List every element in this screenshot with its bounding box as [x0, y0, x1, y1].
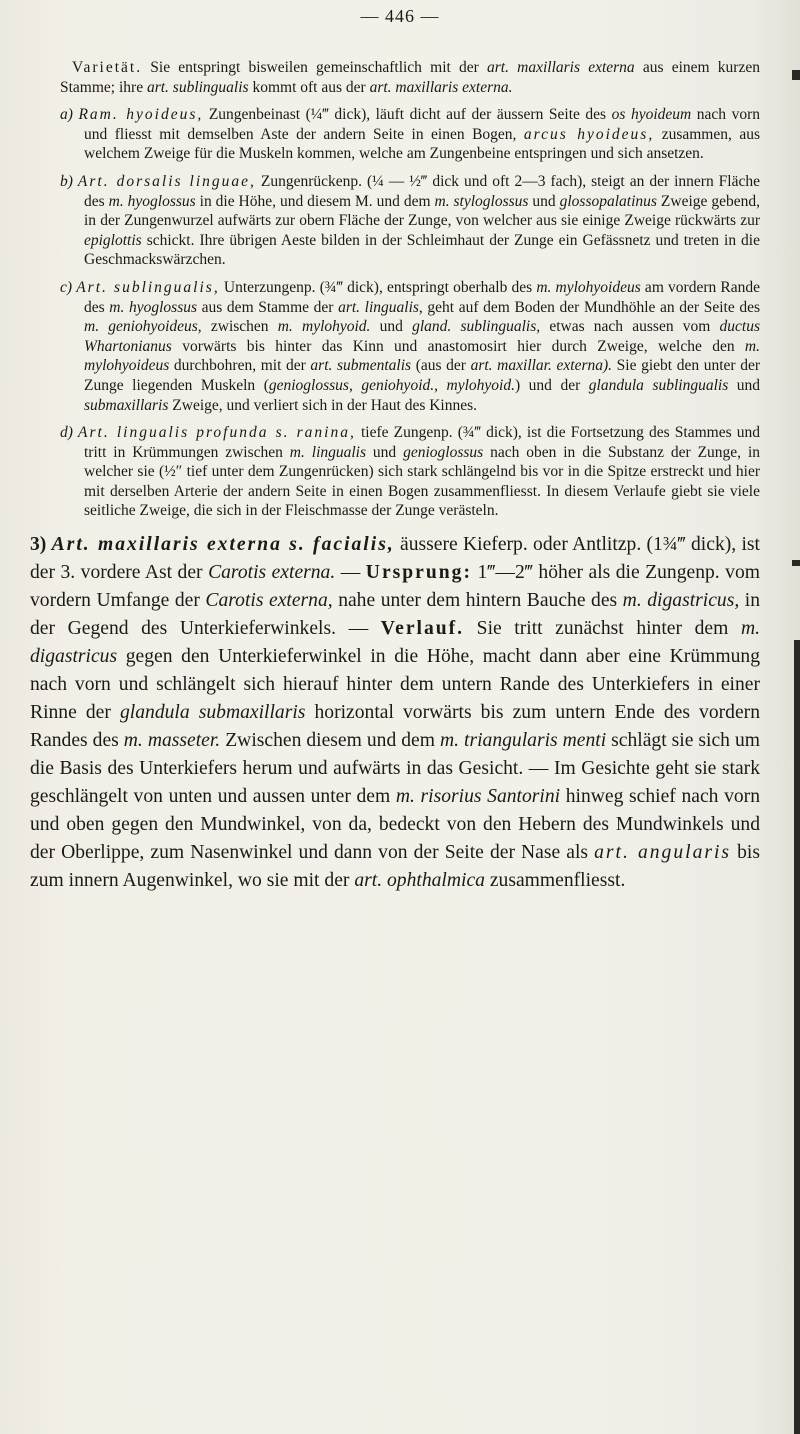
text: tiefe Zungenp. (¾‴ dick), ist die Fortsetzung des Stammes und tritt in Krümmungen zwischen: [84, 424, 761, 461]
term: art. angularis: [594, 842, 732, 864]
term: m. mylohyoid.: [277, 318, 371, 336]
term: submaxillaris: [84, 396, 169, 414]
text: und: [366, 443, 404, 461]
section-label: Ursprung:: [365, 562, 472, 584]
item-label: a): [60, 106, 73, 124]
text: Zwischen diesem und dem: [220, 730, 440, 752]
artery-name: Art. maxillaris externa s. facialis,: [51, 534, 395, 556]
term: Carotis externa,: [205, 590, 333, 612]
edge-mark: [792, 560, 800, 566]
term: genioglossus: [403, 443, 484, 461]
term: m. risorius Santorini: [395, 786, 561, 808]
text: aus dem Stamme der: [197, 298, 339, 316]
text: und: [370, 318, 413, 336]
page-content: [30, 58, 761, 895]
term: glandula sublingualis: [588, 376, 729, 394]
text: nach oben in die Substanz der Zunge, in welcher sie (½″ tief unter dem Zungenrücken) sich stark schlängelnd bis vor in die Spitze erstreckt und hier mit derselben Arterie der andern Seite in einen Bogen zusammenfliesst. In diesem Verlaufe giebt sie viele seitliche Zweige, die sich in der Fleischmasse der Zunge verästeln.: [84, 443, 761, 520]
term: m. lingualis: [289, 443, 367, 461]
text: , zwischen: [197, 318, 278, 336]
term: art. maxillar. externa).: [470, 357, 613, 375]
text: aus einem kurzen Stamme; ihre: [60, 59, 760, 96]
text: (aus der: [411, 357, 471, 375]
term: m. masseter.: [123, 730, 221, 752]
item-a: [60, 105, 760, 164]
text: in der Gegend des Unterkieferwinkels. —: [30, 590, 760, 640]
text: ) und der: [514, 376, 589, 394]
section-label: Verlauf.: [380, 618, 465, 640]
term: art. maxillaris externa: [486, 59, 635, 76]
page-number: — 446 —: [360, 6, 440, 26]
term: m. mylohyoideus: [84, 337, 760, 375]
term: art. sublingualis: [146, 78, 249, 96]
item-c: [60, 278, 760, 415]
term: art. submentalis: [310, 357, 412, 375]
term: gland. sublingualis,: [412, 318, 541, 336]
text: hinweg schief nach vorn und oben gegen den Mundwinkel, von da, bedeckt von den Hebern des Mundwinkels und der Oberlippe, zum Nasenwinkel und dann von der Seite der Nase als: [30, 786, 760, 864]
artery-name: Art. lingualis profunda s. ranina,: [78, 424, 356, 442]
item-label: c): [60, 278, 73, 296]
edge-mark: [794, 640, 800, 1434]
term: m. digastricus: [30, 618, 760, 668]
text: gegen den Unterkieferwinkel in die Höhe, macht dann aber eine Krümmung nach vorn und schlängelt sich hierauf hinter dem untern Rande des Unterkiefers in einer Rinne der: [30, 646, 760, 724]
term: arcus hyoideus,: [523, 125, 655, 143]
item-label: 3): [30, 534, 47, 556]
variety-heading: Varietät.: [72, 59, 143, 76]
term: os hyoideum: [611, 106, 692, 124]
text: vorwärts bis hinter das Kinn und anastomosirt hier durch Zweige, welche den: [171, 337, 745, 355]
text: und: [728, 376, 761, 394]
term: art. lingualis: [338, 298, 419, 316]
term: genioglossus, geniohyoid., mylohyoid.: [268, 376, 515, 394]
term: m. geniohyoideus: [84, 318, 198, 336]
term: m. mylohyoideus: [536, 278, 641, 296]
text: Sie tritt zunächst hinter dem: [464, 618, 741, 640]
text: horizontal vorwärts bis zum untern Ende des vordern Randes des: [30, 702, 760, 752]
edge-mark: [792, 70, 800, 80]
term: art. ophthalmica: [354, 870, 485, 892]
term: m. triangularis menti: [439, 730, 607, 752]
text: 1‴—2‴ höher als die Zungenp. vom vordern Umfange der: [30, 562, 761, 612]
text: Zungenbeinast (¼‴ dick), läuft dicht auf der äussern Seite des: [203, 106, 612, 124]
text: am vordern Rande des: [84, 278, 760, 316]
term: m. hyoglossus: [108, 192, 196, 210]
term: m. digastricus,: [622, 590, 740, 612]
item-label: d): [60, 424, 73, 442]
item-d: [60, 423, 760, 521]
text: durchbohren, mit der: [169, 357, 311, 375]
text: und: [528, 192, 560, 210]
item-3: [30, 531, 760, 895]
variety-note: [60, 58, 760, 97]
text: äussere Kieferp. oder Antlitzp. (1¾‴ dick), ist der 3. vordere Ast der: [30, 534, 760, 584]
text: zusammen, aus welchem Zweige für die Muskeln kommen, welche am Zungenbeine entspringen und sich ansetzen.: [84, 125, 760, 163]
term: m. hyoglossus: [109, 298, 198, 316]
term: epiglottis: [84, 231, 142, 249]
item-b: [60, 172, 760, 270]
text: zusammenfliesst.: [484, 870, 626, 892]
small-print-section: [60, 58, 760, 521]
term: Carotis externa.: [208, 562, 336, 584]
item-label: b): [60, 172, 73, 190]
text: kommt oft aus der: [248, 78, 370, 96]
text: Zweige gebend, in der Zungenwurzel aufwärts zur obern Fläche der Zunge, von welcher aus sie einige Zweige rückwärts zur: [84, 192, 760, 230]
term: art. maxillaris externa.: [369, 78, 513, 96]
text: nahe unter dem hintern Bauche des: [332, 590, 623, 612]
term: ductus Whartonianus: [84, 318, 760, 355]
text: in die Höhe, und diesem M. und dem: [195, 192, 435, 210]
text: Sie entspringt bisweilen gemeinschaftlich mit der: [142, 59, 487, 76]
text: schlägt sie sich um die Basis des Unterkiefers herum und aufwärts in das Gesicht. — Im Gesichte geht sie stark geschlängelt von unten und aussen unter dem: [30, 730, 760, 808]
artery-name: Ram. hyoideus,: [78, 106, 204, 124]
text: bis zum innern Augenwinkel, wo sie mit der: [30, 842, 760, 892]
artery-name: Art. dorsalis linguae,: [77, 172, 256, 190]
text: Zweige, und verliert sich in der Haut des Kinnes.: [168, 396, 478, 414]
text: Sie giebt den unter der Zunge liegenden Muskeln (: [84, 357, 760, 394]
text: Zungenrückenp. (¼ — ½‴ dick und oft 2—3 fach), steigt an der innern Fläche des: [84, 172, 761, 210]
artery-name: Art. sublingualis,: [76, 278, 220, 296]
term: glossopalatinus: [559, 192, 657, 210]
text: Unterzungenp. (¾‴ dick), entspringt oberhalb des: [219, 278, 537, 296]
term: glandula submaxillaris: [119, 702, 306, 724]
text: —: [335, 562, 366, 584]
text: etwas nach aussen vom: [540, 318, 720, 336]
text: , geht auf dem Boden der Mundhöhle an der Seite des: [418, 298, 760, 316]
text: schickt. Ihre übrigen Aeste bilden in der Schleimhaut der Zunge ein Gefässnetz und treten in die Geschmackswärzchen.: [84, 231, 760, 269]
main-section: [30, 531, 761, 895]
term: m. styloglossus: [434, 192, 529, 210]
text: nach vorn und fliesst mit demselben Aste der andern Seite in einen Bogen,: [84, 106, 760, 143]
